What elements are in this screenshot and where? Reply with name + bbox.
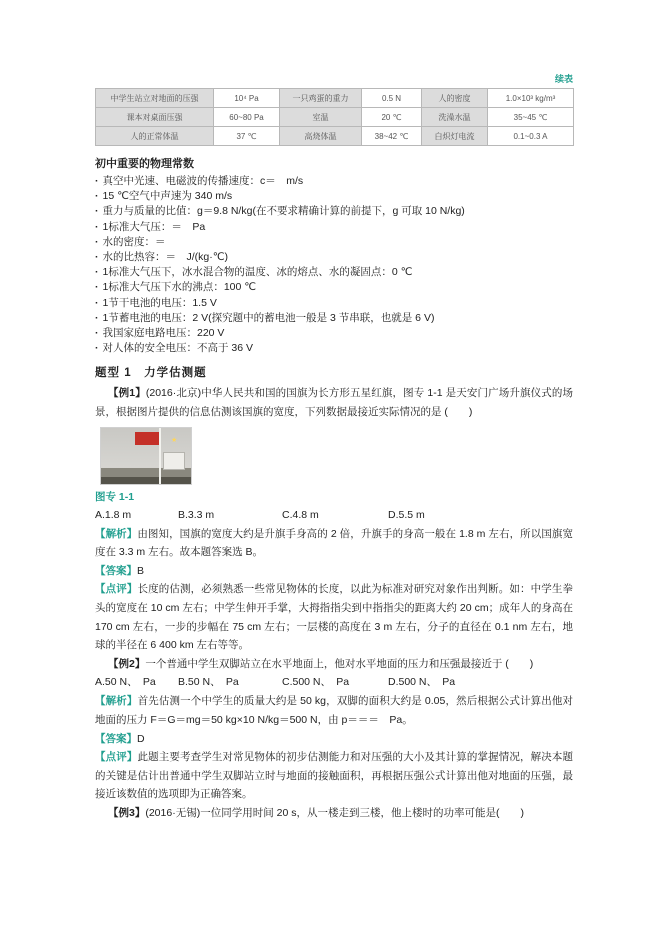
table-row bbox=[96, 89, 574, 108]
analysis-text: 首先估测一个中学生的质量大约是 50 kg，双脚的面积大约是 0.05，然后根据公式计算出他对地面的压力 F＝G＝mg＝50 kg×10 N/kg＝500 N，由 p＝＝＝ Pa。 bbox=[95, 695, 574, 726]
crowd-silhouette bbox=[101, 477, 191, 484]
example2-text: 一个普通中学生双脚站立在水平地面上，他对水平地面的压力和压强最接近于 ( ) bbox=[145, 657, 534, 670]
table-cell: 35~45 ℃ bbox=[488, 108, 574, 127]
analysis-text: 由图知，国旗的宽度大约是升旗手身高的 2 倍，升旗手的身高一般在 1.8 m 左右，所以国旗宽度在 3.3 m 左右。故本题答案选 B。 bbox=[95, 527, 573, 559]
list-item: · 1节干电池的电压：1.5 V bbox=[95, 296, 573, 311]
option-d: D.500 N、 Pa bbox=[388, 676, 456, 689]
list-item: · 水的比热容：＝ J/(kg·℃) bbox=[95, 250, 573, 265]
table-cell: 0.5 N bbox=[362, 89, 422, 108]
answer-text: B bbox=[137, 564, 145, 577]
list-item: · 15 ℃空气中声速为 340 m/s bbox=[95, 189, 573, 204]
list-item: · 1标准大气压下，冰水混合物的温度、冰的熔点、水的凝固点：0 ℃ bbox=[95, 265, 573, 280]
answer-label: 【答案】 bbox=[95, 732, 137, 745]
gate-structure bbox=[163, 452, 185, 470]
table-row bbox=[96, 127, 574, 146]
example1-options bbox=[95, 506, 573, 525]
red-flag bbox=[135, 432, 178, 445]
flagpole bbox=[159, 428, 161, 484]
example3-label: 【例3】 bbox=[108, 806, 146, 819]
list-item: · 1标准大气压：＝ Pa bbox=[95, 220, 573, 235]
option-b: B.3.3 m bbox=[178, 508, 215, 521]
table-cell: 人的正常体温 bbox=[96, 127, 214, 146]
example2-answer bbox=[95, 730, 573, 749]
table-cell: 高烧体温 bbox=[280, 127, 362, 146]
option-c: C.4.8 m bbox=[282, 508, 319, 521]
list-item: · 真空中光速、电磁波的传播速度：c＝ m/s bbox=[95, 174, 573, 189]
example1-text: (2016·北京)中华人民共和国的国旗为长方形五星红旗，图专 1-1 是天安门广场升旗仪式的场景，根据图片提供的信息估测该国旗的宽度，下列数据最接近实际情况的是 ( ) bbox=[95, 387, 574, 419]
answer-text: D bbox=[137, 732, 145, 745]
list-item: · 1节蓄电池的电压：2 V(探究题中的蓄电池一般是 3 节串联，也就是 6 V) bbox=[95, 311, 573, 326]
example1-answer bbox=[95, 562, 573, 581]
table-cell: 37 ℃ bbox=[214, 127, 280, 146]
topic-heading: 题型 1 力学估测题 bbox=[95, 367, 207, 380]
table-cell: 60~80 Pa bbox=[214, 108, 280, 127]
figure-caption: 图专 1-1 bbox=[95, 490, 135, 503]
comment-text: 此题主要考查学生对常见物体的初步估测能力和对压强的大小及其计算的掌握情况，解决本题的关键是估计出普通中学生双脚站立时与地面的接触面积，再根据压强公式计算出他对地面的压强，最接近该数值的选项即为正确答案。 bbox=[95, 751, 573, 801]
figure-1-1 bbox=[100, 427, 573, 485]
analysis-label: 【解析】 bbox=[95, 695, 138, 708]
list-item: · 水的密度：＝ bbox=[95, 235, 573, 250]
comment-text: 长度的估测，必须熟悉一些常见物体的长度，以此为标准对研究对象作出判断。如：中学生拳头的宽度在 10 cm 左右；中学生伸开手掌，大拇指指尖到中指指尖的距离大约 20 cm；成年人的身高在 170 cm 左右，一步的步幅在 75 cm 左右；一层楼的高度在 3 m 左右，分子的直径在 0.1 nm 左右，地球的半径在 6 400 km 左右等等。 bbox=[95, 583, 573, 652]
option-b: B.50 N、 Pa bbox=[178, 676, 239, 689]
option-a: A.1.8 m bbox=[95, 508, 132, 521]
table-cell: 洗澡水温 bbox=[422, 108, 488, 127]
comment-label: 【点评】 bbox=[95, 751, 138, 764]
analysis-label: 【解析】 bbox=[95, 527, 138, 540]
example3-text: (2016·无锡)一位同学用时间 20 s，从一楼走到三楼，他上楼时的功率可能是( ) bbox=[145, 806, 524, 819]
example3-paragraph bbox=[95, 804, 573, 823]
flag-raising-photo bbox=[100, 427, 192, 485]
list-item: · 1标准大气压下水的沸点：100 ℃ bbox=[95, 280, 573, 295]
table-cell: 38~42 ℃ bbox=[362, 127, 422, 146]
continued-table-label: 续表 bbox=[554, 74, 573, 84]
example2-comment bbox=[95, 748, 573, 804]
physics-constants-table bbox=[95, 88, 574, 146]
answer-label: 【答案】 bbox=[95, 564, 137, 577]
constants-list bbox=[95, 174, 573, 356]
page-content bbox=[95, 72, 573, 823]
table-cell: 白炽灯电流 bbox=[422, 127, 488, 146]
option-d: D.5.5 m bbox=[388, 508, 425, 521]
example2-options bbox=[95, 673, 573, 692]
table-cell: 0.1~0.3 A bbox=[488, 127, 574, 146]
example1-label: 【例1】 bbox=[108, 387, 146, 400]
list-item: · 我国家庭电路电压：220 V bbox=[95, 326, 573, 341]
table-cell: 20 ℃ bbox=[362, 108, 422, 127]
example1-paragraph bbox=[95, 384, 573, 421]
table-cell: 一只鸡蛋的重力 bbox=[280, 89, 362, 108]
table-cell: 1.0×10³ kg/m³ bbox=[488, 89, 574, 108]
list-item: · 重力与质量的比值：g＝9.8 N/kg(在不要求精确计算的前提下，g 可取 10 N/kg) bbox=[95, 204, 573, 219]
table-cell: 室温 bbox=[280, 108, 362, 127]
table-row bbox=[96, 108, 574, 127]
table-cell: 人的密度 bbox=[422, 89, 488, 108]
list-item: · 对人体的安全电压：不高于 36 V bbox=[95, 341, 573, 356]
example1-analysis bbox=[95, 525, 573, 562]
table-cell: 中学生站立对地面的压强 bbox=[96, 89, 214, 108]
example2-label: 【例2】 bbox=[108, 657, 146, 670]
option-c: C.500 N、 Pa bbox=[282, 676, 350, 689]
example2-paragraph bbox=[95, 655, 573, 674]
constants-section-title: 初中重要的物理常数 bbox=[95, 158, 194, 170]
comment-label: 【点评】 bbox=[95, 583, 138, 596]
example2-analysis bbox=[95, 692, 573, 729]
example1-comment bbox=[95, 580, 573, 654]
flag-star-icon: ★ bbox=[171, 436, 178, 444]
option-a: A.50 N、 Pa bbox=[95, 676, 156, 689]
table-cell: 课本对桌面压强 bbox=[96, 108, 214, 127]
table-cell: 10⁴ Pa bbox=[214, 89, 280, 108]
